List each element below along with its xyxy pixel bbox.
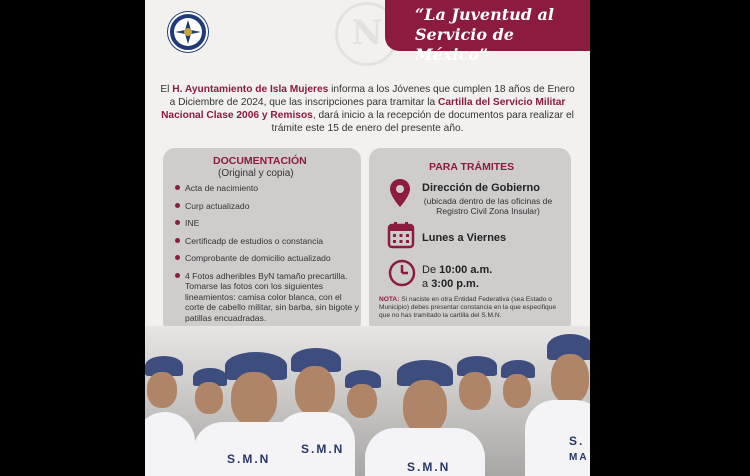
hours-start-value: 10:00 a.m. bbox=[439, 264, 493, 276]
clock-icon bbox=[388, 259, 416, 287]
days-text: Lunes a Viernes bbox=[422, 232, 507, 244]
intro-highlight-cartilla: Cartilla del Servicio Militar Nacional Clase 2006 y Remisos bbox=[161, 97, 566, 121]
documentation-title: DOCUMENTACIÓN bbox=[213, 155, 307, 167]
intro-text: informa a los Jóvenes que cumplen 18 años de Enero a Diciembre de 2024, que las inscripciones para tramitar la bbox=[169, 84, 575, 108]
note-text: Si naciste en otra Entidad Federativa (sea Estado o Municipio) debes presentar constancia en la que especifique que no has tramitado la cartilla del S.M.N. bbox=[379, 296, 557, 320]
bullet-icon bbox=[175, 203, 180, 208]
bullet-icon bbox=[175, 255, 180, 260]
cadets-photo bbox=[145, 326, 590, 476]
list-item-text: 4 Fotos adheribles ByN tamaño precartilla. Tomarse las fotos con los siguientes lineamientos: camisa color blanca, con el corte de cabello militar, sin barba, sin bigote y patillas encuadradas. bbox=[185, 270, 359, 323]
bullet-icon bbox=[175, 238, 180, 243]
intro-text: , dará inicio a la recepción de documentos para realizar el trámite este 15 de enero del presente año. bbox=[271, 110, 574, 134]
shirt-label: S.M.N bbox=[407, 460, 451, 474]
list-item bbox=[173, 271, 359, 324]
slogan-banner bbox=[385, 0, 590, 64]
calendar-icon bbox=[387, 221, 415, 249]
hours-end-value: 3:00 p.m. bbox=[431, 278, 479, 290]
list-item bbox=[173, 236, 359, 247]
note-paragraph bbox=[379, 296, 565, 321]
municipal-seal-icon bbox=[168, 12, 208, 52]
location-subtitle: (ubicada dentro de las oficinas de Registro Civil Zona Insular) bbox=[423, 196, 553, 216]
intro-text: El bbox=[160, 84, 173, 95]
slogan-line-2: Servicio de México” bbox=[415, 25, 514, 64]
documentation-card bbox=[163, 148, 361, 334]
hours-start bbox=[422, 264, 492, 276]
list-item-text: INE bbox=[185, 218, 200, 228]
documentation-list bbox=[173, 183, 359, 330]
intro-paragraph bbox=[159, 83, 576, 135]
watermark-logo: N bbox=[335, 2, 399, 66]
location-title: Dirección de Gobierno bbox=[422, 182, 540, 194]
shirt-label: MA bbox=[569, 452, 589, 463]
procedure-title: PARA TRÁMITES bbox=[429, 161, 515, 173]
list-item-text: Comprobante de domicilio actualizado bbox=[185, 253, 331, 263]
location-pin-icon bbox=[389, 178, 411, 208]
list-item-text: Curp actualizado bbox=[185, 200, 250, 211]
list-item-text: Acta de nacimiento bbox=[185, 183, 259, 193]
list-item bbox=[173, 201, 359, 212]
bullet-icon bbox=[175, 185, 180, 190]
intro-highlight-ayuntamiento: H. Ayuntamiento de Isla Mujeres bbox=[172, 84, 329, 95]
hours-end bbox=[422, 278, 479, 290]
shirt-label: S.M.N bbox=[227, 452, 271, 466]
list-item bbox=[173, 218, 359, 229]
procedure-card bbox=[369, 148, 571, 334]
slogan-line-1: “La Juventud al bbox=[415, 5, 554, 24]
poster bbox=[145, 0, 590, 476]
hours-de-label: De bbox=[422, 264, 440, 276]
list-item-text: Certificadp de estudios o constancia bbox=[185, 235, 324, 246]
bullet-icon bbox=[175, 273, 180, 278]
list-item bbox=[173, 183, 359, 194]
list-item bbox=[173, 253, 359, 264]
documentation-subtitle: (Original y copia) bbox=[218, 168, 294, 179]
shirt-label: S. bbox=[569, 434, 585, 448]
hours-a-label: a bbox=[422, 278, 432, 290]
note-label: NOTA: bbox=[379, 296, 400, 303]
shirt-label: S.M.N bbox=[301, 442, 345, 456]
bullet-icon bbox=[175, 220, 180, 225]
